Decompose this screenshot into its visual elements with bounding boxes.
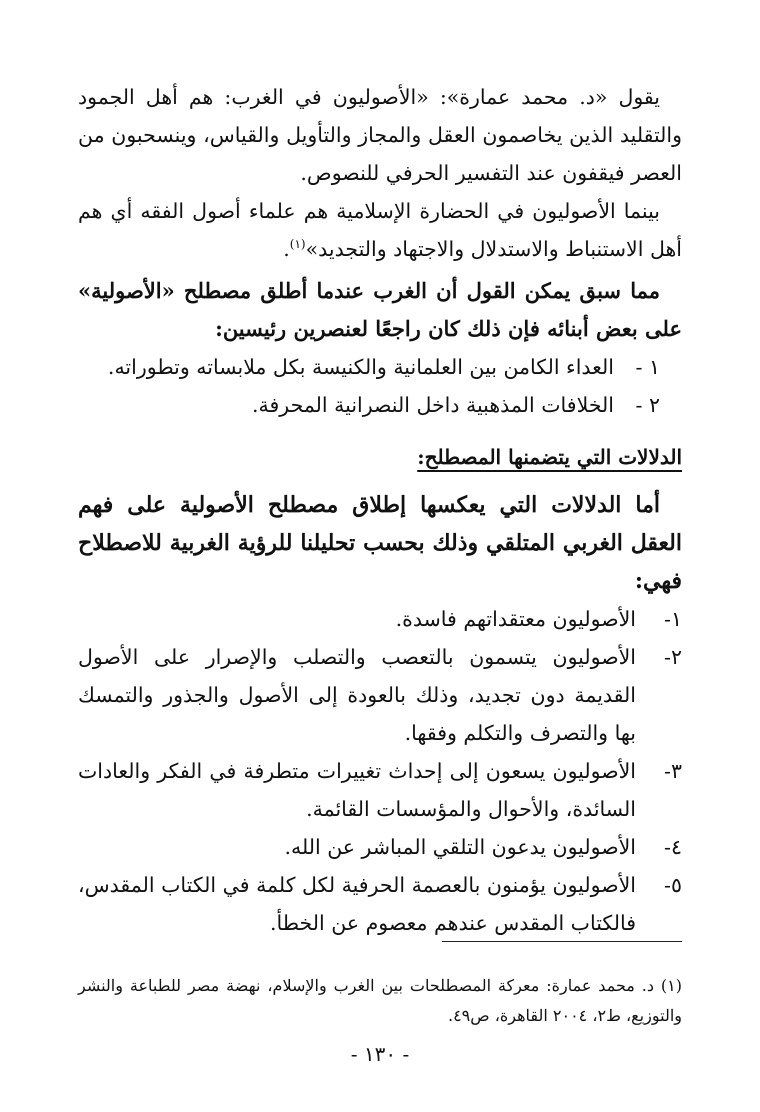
- quote-paragraph-2-end: .: [283, 237, 290, 261]
- list-item: [78, 348, 660, 386]
- list-item: [78, 752, 682, 828]
- section-intro: أما الدلالات التي يعكسها إطلاق مصطلح الأصولية على فهم العقل الغربي المتلقي وذلك بحسب تحليلنا للرؤية الغربية للاصطلاح فهي:: [78, 492, 682, 594]
- list-item: [78, 600, 682, 638]
- list-item-text: الأصوليون معتقداتهم فاسدة.: [395, 607, 636, 631]
- list-item: [78, 828, 682, 866]
- list-item: [78, 386, 660, 424]
- quote-paragraph-1: يقول «د. محمد عمارة»: «الأصوليون في الغرب: هم أهل الجمود والتقليد الذين يخاصمون العقل والمجاز والتأويل والقياس، وينسحبون من العصر فيقفون عند التفسير الحرفي للنصوص.: [78, 85, 682, 185]
- reasons-list: [78, 348, 682, 424]
- list-item: [78, 866, 682, 942]
- page-number: - ١٣٠ -: [350, 1042, 410, 1066]
- list-item-text: الأصوليون يؤمنون بالعصمة الحرفية لكل كلمة في الكتاب المقدس، فالكتاب المقدس عندهم معصوم عن الخطأ.: [78, 873, 636, 935]
- list-item-text: الأصوليون يسعون إلى إحداث تغييرات متطرفة في الفكر والعادات السائدة، والأحوال والمؤسسات القائمة.: [78, 759, 636, 821]
- footnote: (١) د. محمد عمارة: معركة المصطلحات بين الغرب والإسلام، نهضة مصر للطباعة والنشر والتوزيع، ط٢، ٢٠٠٤ القاهرة، ص٤٩.: [78, 976, 682, 1025]
- meanings-list: [78, 600, 682, 942]
- list-item-number: ١-: [664, 607, 682, 631]
- list-item-text: الأصوليون يدعون التلقي المباشر عن الله.: [284, 835, 636, 859]
- footnote-marker: (١): [289, 237, 306, 252]
- footnote-divider: [442, 941, 682, 942]
- quote-paragraph-2: [78, 192, 682, 268]
- list-item-number: ٥-: [664, 873, 682, 897]
- list-item-number: ٤-: [664, 835, 682, 859]
- list-item-number: ٣-: [664, 759, 682, 783]
- list-item-text: العداء الكامن بين العلمانية والكنيسة بكل ملابساته وتطوراته.: [107, 355, 614, 379]
- conclusion-paragraph: مما سبق يمكن القول أن الغرب عندما أطلق مصطلح «الأصولية» على بعض أبنائه فإن ذلك كان راجعًا لعنصرين رئيسين:: [78, 278, 682, 341]
- quote-paragraph-2-text: بينما الأصوليون في الحضارة الإسلامية هم علماء أصول الفقه أي هم أهل الاستنباط والاستدلال والاجتهاد والتجديد»: [78, 199, 682, 261]
- list-item-number: ٢ -: [635, 393, 660, 417]
- list-item-number: ١ -: [635, 355, 660, 379]
- list-item: [78, 638, 682, 752]
- list-item-number: ٢-: [664, 645, 682, 669]
- section-heading: الدلالات التي يتضمنها المصطلح:: [417, 445, 682, 469]
- page-body: [78, 78, 682, 942]
- list-item-text: الخلافات المذهبية داخل النصرانية المحرفة.: [251, 393, 614, 417]
- list-item-text: الأصوليون يتسمون بالتعصب والتصلب والإصرار على الأصول القديمة دون تجديد، وذلك بالعودة إلى الأصول والجذور والتمسك بها والتصرف والتكلم وفقها.: [78, 645, 636, 745]
